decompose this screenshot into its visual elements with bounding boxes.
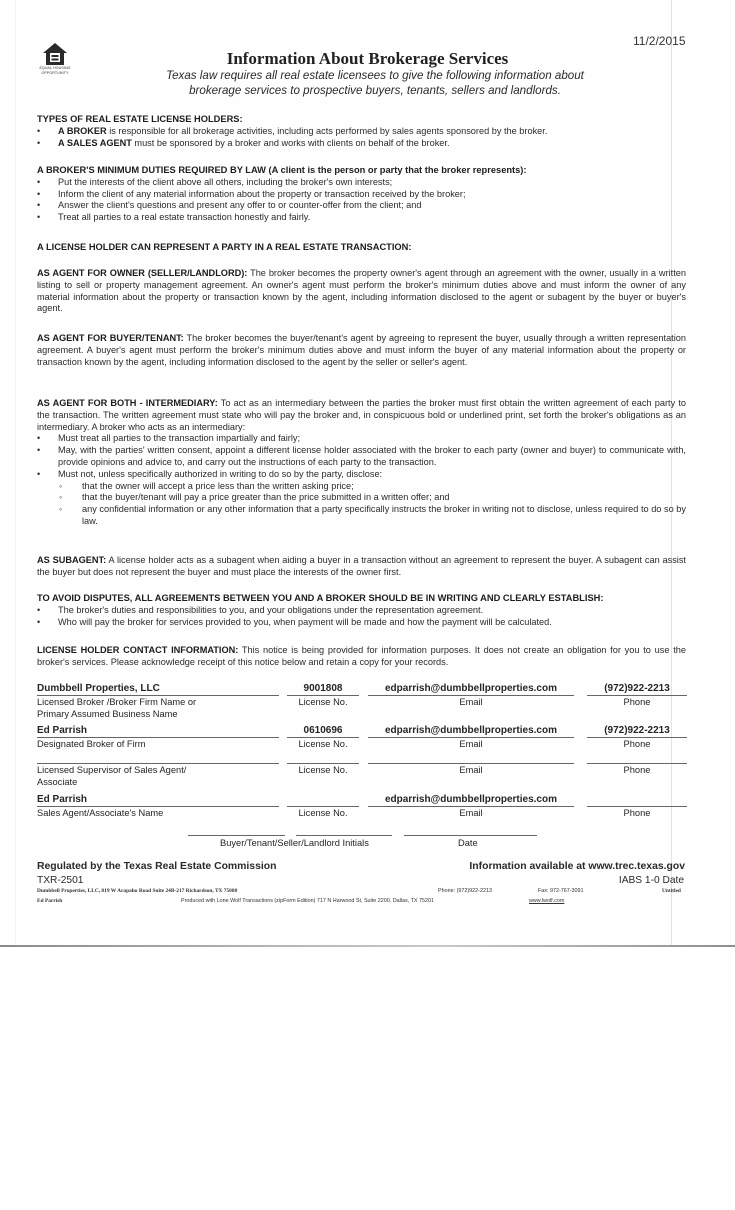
intermediary-text: To act as an intermediary between the parties the broker must first obtain the written agreement of each party to the transaction. The written agreement must state who will pay the broker and, in conspicuous bold or underlined print, set forth the broker's obligations as an intermediary. A broker who acts as an intermediary: (37, 398, 686, 432)
broker-firm-name-field[interactable] (37, 683, 279, 720)
buyer-heading: AS AGENT FOR BUYER/TENANT: (37, 333, 184, 343)
sales-agent-email-field[interactable] (368, 794, 574, 819)
license-value[interactable]: 0610696 (287, 725, 359, 738)
logo-caption-2: OPPORTUNITY (41, 70, 69, 75)
lwolf-link[interactable] (529, 898, 564, 904)
represent-heading: A LICENSE HOLDER CAN REPRESENT A PARTY IN A REAL ESTATE TRANSACTION: (37, 242, 412, 252)
phone-value[interactable]: (972)922-2213 (587, 683, 687, 696)
list-item: • The broker's duties and responsibilities to you, and your obligations under the representation agreement. (37, 605, 686, 617)
email-value[interactable]: edparrish@dumbbellproperties.com (368, 794, 574, 807)
field-label: Licensed Supervisor of Sales Agent/ (37, 765, 187, 775)
date-line[interactable] (404, 835, 537, 836)
page-title: Information About Brokerage Services (226, 49, 509, 68)
field-label: Licensed Broker /Broker Firm Name or (37, 697, 197, 707)
designated-phone-field[interactable] (587, 725, 687, 750)
contact-heading: LICENSE HOLDER CONTACT INFORMATION: (37, 645, 239, 655)
section-intermediary (37, 398, 686, 528)
section-subagent (37, 555, 686, 579)
subagent-heading: AS SUBAGENT: (37, 555, 107, 565)
subtitle-line-2: brokerage services to prospective buyers, tenants, sellers and landlords. (189, 83, 561, 97)
email-value[interactable]: edparrish@dumbbellproperties.com (368, 725, 574, 738)
disputes-heading: TO AVOID DISPUTES, ALL AGREEMENTS BETWEEN YOU AND A BROKER SHOULD BE IN WRITING AND CLEARLY ESTABLISH: (37, 593, 604, 603)
sales-agent-value[interactable]: Ed Parrish (37, 794, 279, 807)
list-item: • Treat all parties to a real estate transaction honestly and fairly. (37, 212, 686, 224)
phone-value[interactable]: (972)922-2213 (587, 725, 687, 738)
email-value[interactable] (368, 751, 574, 764)
form-version: IABS 1-0 Date (618, 875, 684, 886)
field-label: Email (459, 765, 483, 775)
field-label: Phone (623, 808, 651, 818)
field-label: Phone (623, 765, 651, 775)
initials-line-2[interactable] (296, 835, 392, 836)
list-item: • May, with the parties' written consent, appoint a different license holder associated with the broker to each party (owner and buyer) to communicate with, provide opinions and advice to, and carry out the instructions of each party to the transaction. (37, 445, 686, 469)
field-label: Phone (623, 739, 651, 749)
page-edge (0, 945, 735, 947)
designated-broker-value[interactable]: Ed Parrish (37, 725, 279, 738)
page-subtitle (130, 69, 620, 98)
owner-heading: AS AGENT FOR OWNER (SELLER/LANDLORD): (37, 268, 248, 278)
broker-email-field[interactable] (368, 683, 574, 708)
definition: must be sponsored by a broker and works with clients on behalf of the broker. (131, 137, 450, 148)
form-id: TXR-2501 (37, 875, 84, 886)
supervisor-email-field[interactable] (368, 751, 574, 776)
buyer-text: The broker becomes the buyer/tenant's agent by agreeing to represent the buyer, usually through a written representation agreement. A buyer's agent must perform the broker's minimum duties above and must inform the buyer of any material information about the property or transaction known by the agent, including information disclosed to the agent by the seller or seller's agent. (37, 333, 686, 367)
logo-caption-1: EQUAL HOUSING (39, 66, 71, 70)
supervisor-license-field[interactable] (287, 751, 359, 776)
license-value[interactable] (287, 751, 359, 764)
sales-agent-phone-field[interactable] (587, 794, 687, 819)
info-link: Information available at www.trec.texas.gov (469, 861, 685, 872)
supervisor-phone-field[interactable] (587, 751, 687, 776)
sub-list-item: ◦ that the owner will accept a price less than the written asking price; (37, 481, 686, 493)
list-item: • Must not, unless specifically authorized in writing to do so by the party, disclose: (37, 469, 686, 481)
list-item: • Who will pay the broker for services provided to you, when payment will be made and how the payment will be calculated. (37, 617, 686, 629)
footer-agent: Ed Parrish (37, 898, 63, 904)
designated-broker-field[interactable] (37, 725, 279, 750)
subagent-text: A license holder acts as a subagent when aiding a buyer in a transaction without an agreement to represent the buyer. A subagent can assist the buyer but does not represent the buyer and must place the interests of the owner first. (37, 555, 686, 577)
license-value[interactable] (287, 794, 359, 807)
document-date: 11/2/2015 (633, 34, 686, 48)
field-label: License No. (298, 697, 348, 707)
sales-agent-license-field[interactable] (287, 794, 359, 819)
list-item (37, 126, 686, 138)
date-label: Date (458, 838, 478, 848)
section-contact (37, 645, 686, 669)
section-duties (37, 165, 686, 224)
definition: is responsible for all brokerage activities, including acts performed by sales agents sponsored by the broker. (106, 125, 548, 136)
scan-edge (15, 0, 16, 946)
intermediary-heading: AS AGENT FOR BOTH - INTERMEDIARY: (37, 398, 218, 408)
email-value[interactable]: edparrish@dumbbellproperties.com (368, 683, 574, 696)
initials-label: Buyer/Tenant/Seller/Landlord Initials (220, 838, 369, 848)
field-label: Sales Agent/Associate's Name (37, 808, 164, 818)
list-item: • Inform the client of any material information about the property or transaction received by the broker; (37, 189, 686, 201)
supervisor-value[interactable] (37, 751, 279, 764)
term: A BROKER (58, 125, 107, 136)
list-item (37, 138, 686, 150)
broker-license-field[interactable] (287, 683, 359, 708)
contact-text: This notice is being provided for information purposes. It does not create an obligation for you to use the broker's services. Please acknowledge receipt of this notice below and retain a copy for your records. (37, 645, 686, 667)
phone-value[interactable] (587, 751, 687, 764)
field-label: License No. (298, 765, 348, 775)
broker-phone-field[interactable] (587, 683, 687, 708)
regulated-by: Regulated by the Texas Real Estate Commission (37, 861, 277, 872)
types-heading: TYPES OF REAL ESTATE LICENSE HOLDERS: (37, 114, 243, 124)
subtitle-line-1: Texas law requires all real estate licensees to give the following information about (166, 69, 584, 82)
footer-phone: Phone: (972)922-2213 (438, 888, 492, 894)
section-represent (37, 242, 686, 254)
list-item: • Must treat all parties to the transaction impartially and fairly; (37, 433, 686, 445)
section-disputes (37, 593, 686, 628)
sub-list-item: ◦ any confidential information or any other information that a party specifically instructs the broker in writing not to disclose, unless required to do so by law. (37, 504, 686, 528)
field-label: License No. (298, 739, 348, 749)
sub-list-item: ◦ that the buyer/tenant will pay a price greater than the price submitted in a written offer; and (37, 492, 686, 504)
owner-text: The broker becomes the property owner's agent through an agreement with the owner, usually in a written listing to sell or property management agreement. An owner's agent must perform the broker's minimum duties above and must inform the owner of any material information about the property or transaction known by the agent, including information disclosed to the agent or subagent by the buyer or buyer's agent. (37, 268, 686, 314)
field-label: Primary Assumed Business Name (37, 709, 178, 719)
field-label: Email (459, 697, 483, 707)
document-name: Untitled (662, 888, 681, 894)
section-types (37, 114, 686, 149)
phone-value[interactable] (587, 794, 687, 807)
duties-heading: A BROKER'S MINIMUM DUTIES REQUIRED BY LAW (A client is the person or party that the broker represents): (37, 165, 527, 175)
company-line: Dumbbell Properties, LLC, 819 W Arapaho Road Suite 24B-217 Richardson, TX 75080 (37, 888, 238, 894)
produced-with: Produced with Lone Wolf Transactions (zipForm Edition) 717 N Harwood St, Suite 2200, Dallas, TX 75201 (181, 898, 434, 904)
broker-firm-name-value[interactable]: Dumbbell Properties, LLC (37, 683, 279, 696)
section-owner (37, 268, 686, 315)
field-label: License No. (298, 808, 348, 818)
lwolf-link-text[interactable]: www.lwolf.com (529, 898, 565, 904)
field-label: Email (459, 808, 483, 818)
sales-agent-field[interactable] (37, 794, 279, 819)
field-label: Associate (37, 777, 78, 787)
license-value[interactable]: 9001808 (287, 683, 359, 696)
field-label: Designated Broker of Firm (37, 739, 146, 749)
field-label: Phone (623, 697, 651, 707)
list-item: • Answer the client's questions and present any offer to or counter-offer from the client; and (37, 200, 686, 212)
initials-line-1[interactable] (188, 835, 285, 836)
term: A SALES AGENT (58, 137, 132, 148)
footer-fax: Fax: 972-767-3091 (538, 888, 584, 894)
designated-email-field[interactable] (368, 725, 574, 750)
section-buyer (37, 333, 686, 368)
list-item: • Put the interests of the client above all others, including the broker's own interests; (37, 177, 686, 189)
supervisor-field[interactable] (37, 751, 279, 788)
designated-license-field[interactable] (287, 725, 359, 750)
field-label: Email (459, 739, 483, 749)
